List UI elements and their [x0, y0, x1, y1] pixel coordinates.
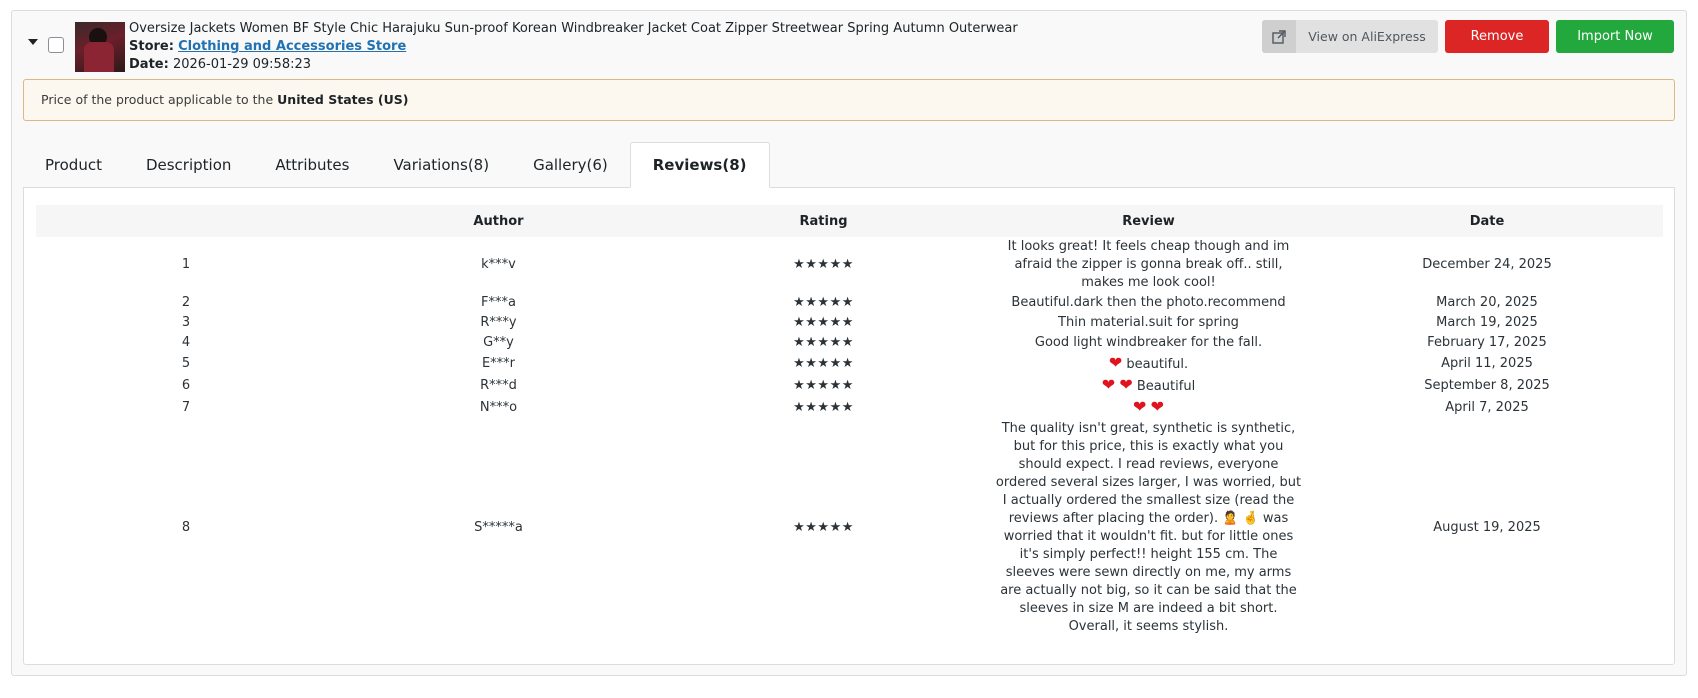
review-text: The quality isn't great, synthetic is synthetic, but for this price, this is exactly what you should expect. I read reviews, everyone ordered several sizes larger, I was worried, but I actually ordered the smallest size (read the reviews after placing the order). 🙎 🤞 was worried that it wouldn't fit. but for little ones it's simply perfect!! height 155 cm. The sleeves were sewn directly on me, my arms are actually not big, so it can be said that the sleeves in size M are indeed a bit short. Overall, it seems stylish. — [995, 421, 1302, 634]
header-review: Review — [1122, 213, 1175, 229]
product-card — [11, 10, 1687, 676]
review-date: March 19, 2025 — [1436, 315, 1538, 330]
row-number: 6 — [181, 378, 191, 393]
store-link[interactable]: Clothing and Accessories Store — [178, 39, 407, 54]
row-number: 1 — [181, 257, 191, 272]
review-rating: ★★★★★ — [793, 257, 854, 272]
table-row — [36, 397, 1663, 419]
header-number — [36, 205, 336, 237]
review-text-cell — [986, 237, 1311, 293]
header-author: Author — [473, 213, 524, 229]
review-text-cell — [986, 293, 1311, 313]
review-text — [994, 398, 1304, 418]
heart-icon: ❤ — [1133, 397, 1147, 416]
table-row — [36, 333, 1663, 353]
review-text: ❤ ❤ Beautiful — [1101, 375, 1196, 394]
product-header — [12, 11, 1686, 81]
store-line — [129, 38, 1018, 56]
review-author: S*****a — [474, 520, 523, 535]
review-author: E***r — [481, 356, 516, 371]
select-product-checkbox[interactable] — [48, 37, 64, 53]
external-link-icon — [1262, 20, 1296, 53]
review-text-cell — [986, 419, 1311, 637]
table-row — [36, 313, 1663, 333]
heart-icon: ❤ — [1108, 353, 1123, 372]
review-author: G**y — [483, 335, 514, 350]
action-buttons — [1262, 20, 1674, 53]
table-row — [36, 353, 1663, 375]
product-meta — [129, 20, 1018, 74]
review-date: April 11, 2025 — [1441, 356, 1533, 371]
reviews-panel — [23, 187, 1675, 665]
table-row — [36, 375, 1663, 397]
thumbnail-coat — [84, 42, 114, 72]
review-date: February 17, 2025 — [1427, 335, 1547, 350]
review-rating: ★★★★★ — [793, 295, 854, 310]
review-text: Thin material.suit for spring — [1058, 315, 1239, 330]
tab-reviews[interactable]: Reviews(8) — [630, 142, 770, 188]
review-rating: ★★★★★ — [793, 400, 854, 415]
review-text: ❤ beautiful. — [1108, 353, 1189, 372]
reviews-table — [36, 205, 1663, 637]
table-row — [36, 237, 1663, 293]
row-number: 8 — [181, 520, 191, 535]
row-number: 5 — [181, 356, 191, 371]
price-notice — [23, 79, 1675, 121]
store-label: Store: — [129, 39, 174, 54]
review-text-cell — [986, 397, 1311, 419]
review-text: It looks great! It feels cheap though and im afraid the zipper is gonna break off.. still, makes me look cool! — [1007, 239, 1290, 290]
row-number: 2 — [181, 295, 191, 310]
review-text-cell — [986, 313, 1311, 333]
tab-attributes[interactable]: Attributes — [275, 156, 350, 174]
review-text: Good light windbreaker for the fall. — [1034, 335, 1263, 350]
expand-toggle-icon[interactable] — [28, 39, 38, 45]
tab-gallery[interactable]: Gallery(6) — [533, 156, 608, 174]
review-date: March 20, 2025 — [1436, 295, 1538, 310]
review-rating: ★★★★★ — [793, 356, 854, 371]
review-rating: ★★★★★ — [793, 378, 854, 393]
header-rating: Rating — [799, 213, 848, 229]
product-title: Oversize Jackets Women BF Style Chic Harajuku Sun-proof Korean Windbreaker Jacket Coat Zipper Streetwear Spring Autumn Outerwear — [129, 21, 1018, 36]
date-value: 2026-01-29 09:58:23 — [172, 57, 312, 72]
import-now-button[interactable]: Import Now — [1556, 20, 1674, 53]
tab-description[interactable]: Description — [145, 156, 232, 174]
row-number: 3 — [181, 315, 191, 330]
review-author: k***v — [481, 257, 516, 272]
review-text-cell — [986, 333, 1311, 353]
product-tabs — [23, 142, 770, 188]
review-author: N***o — [479, 400, 518, 415]
review-author: F***a — [481, 295, 516, 310]
heart-icon: ❤ — [1119, 375, 1133, 394]
review-text-cell — [986, 353, 1311, 375]
date-label: Date: — [129, 57, 169, 72]
tab-product[interactable]: Product — [45, 156, 102, 174]
row-number: 4 — [181, 335, 191, 350]
table-row — [36, 293, 1663, 313]
review-rating: ★★★★★ — [793, 335, 854, 350]
row-number: 7 — [181, 400, 191, 415]
review-author: R***y — [480, 315, 517, 330]
review-date: December 24, 2025 — [1422, 257, 1552, 272]
view-on-aliexpress-button[interactable] — [1262, 20, 1438, 53]
tab-variations[interactable]: Variations(8) — [393, 156, 490, 174]
view-on-aliexpress-label: View on AliExpress — [1308, 29, 1426, 44]
notice-country: United States (US) — [277, 92, 409, 107]
heart-icon: ❤ — [1150, 397, 1164, 416]
review-author: R***d — [480, 378, 517, 393]
table-header-row — [36, 205, 1663, 237]
review-rating: ★★★★★ — [793, 520, 854, 535]
remove-button[interactable]: Remove — [1445, 20, 1549, 53]
review-text-cell — [986, 375, 1311, 397]
date-line — [129, 56, 1018, 74]
review-date: September 8, 2025 — [1424, 378, 1550, 393]
review-date: April 7, 2025 — [1445, 400, 1529, 415]
heart-icon: ❤ — [1101, 375, 1116, 394]
notice-prefix: Price of the product applicable to the — [41, 92, 274, 107]
review-text: Beautiful.dark then the photo.recommend — [1011, 295, 1286, 310]
table-row — [36, 419, 1663, 637]
header-date: Date — [1469, 213, 1505, 229]
review-date: August 19, 2025 — [1433, 520, 1541, 535]
review-rating: ★★★★★ — [793, 315, 854, 330]
product-thumbnail — [75, 22, 125, 72]
